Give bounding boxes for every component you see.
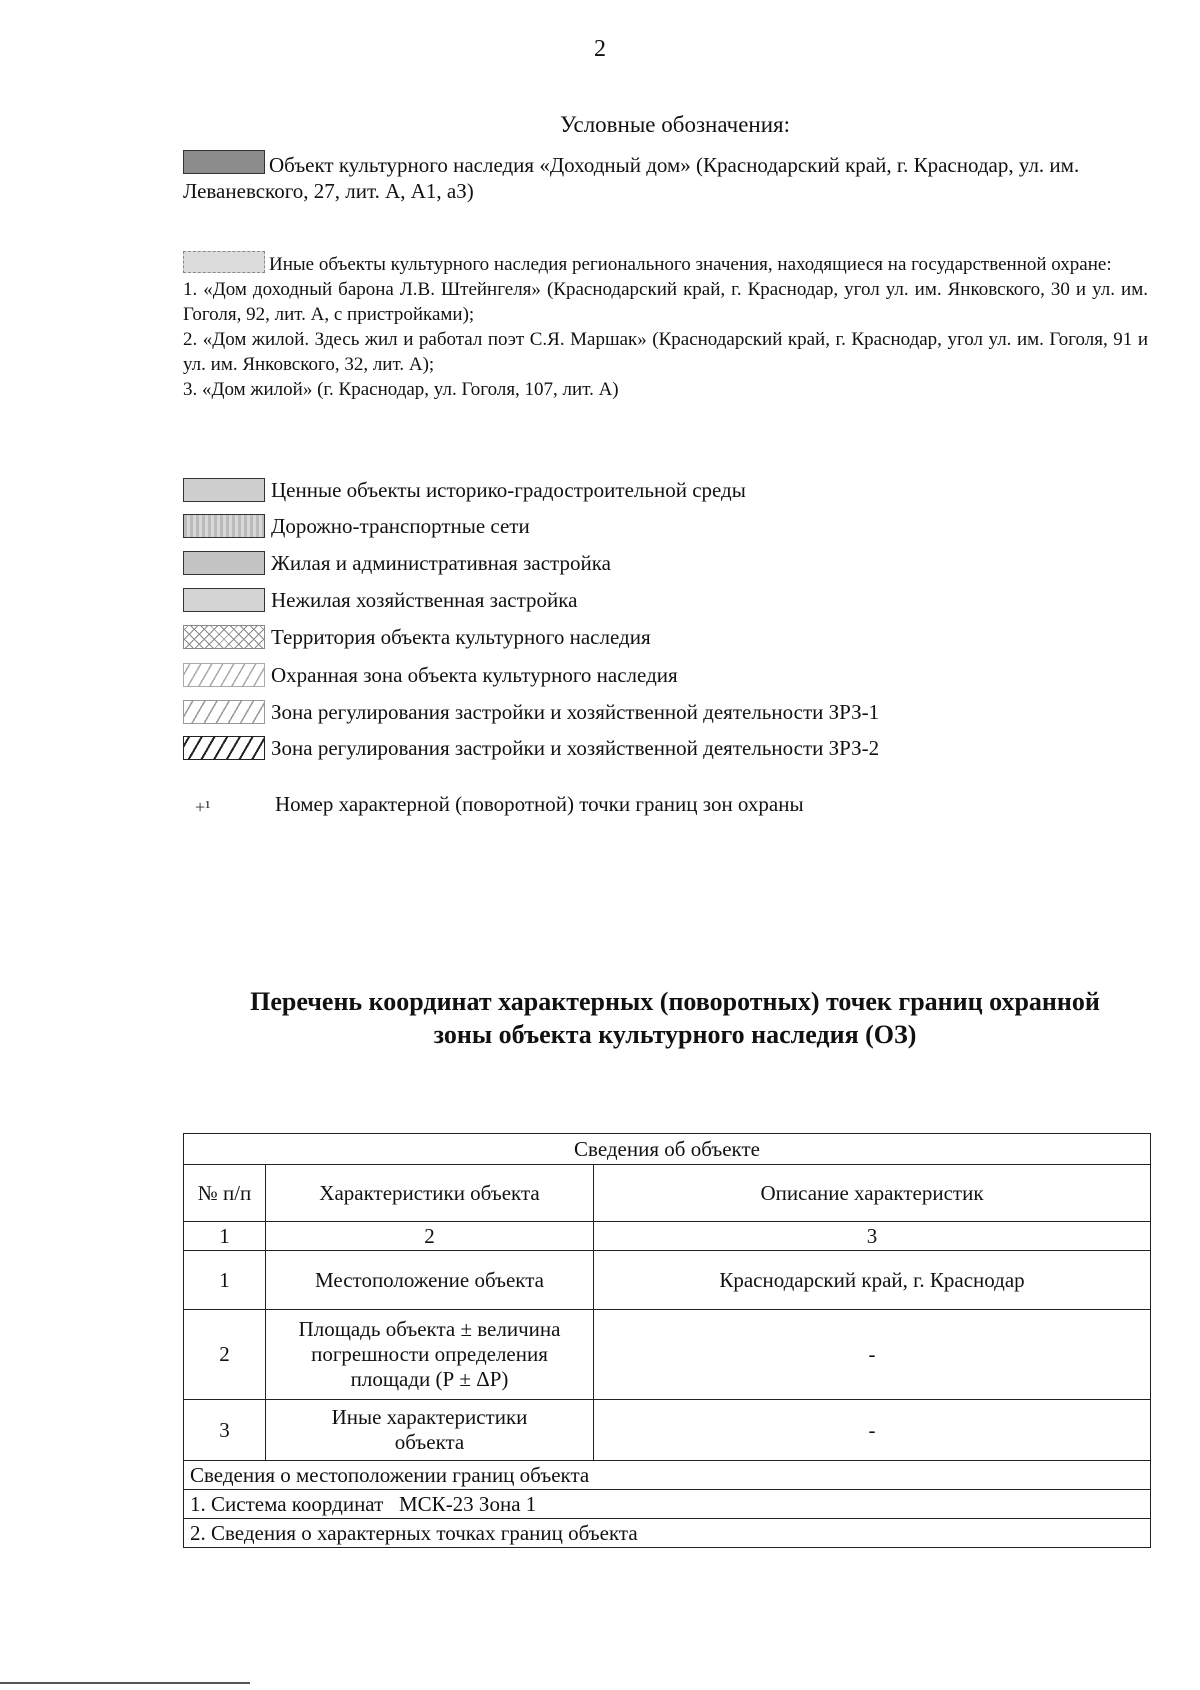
col-desc-header: Описание характеристик bbox=[594, 1165, 1151, 1222]
legend-item-zrz1 bbox=[183, 697, 879, 727]
points-header: 2. Сведения о характерных точках границ объекта bbox=[184, 1519, 1151, 1548]
culture-object-swatch bbox=[183, 150, 265, 174]
regional-intro: Иные объекты культурного наследия регионального значения, находящиеся на государственной охране: bbox=[269, 254, 1112, 275]
row-desc: - bbox=[594, 1310, 1151, 1400]
table-row bbox=[184, 1400, 1151, 1461]
zrz2-swatch bbox=[183, 736, 265, 760]
table-row bbox=[184, 1251, 1151, 1310]
road-network-swatch bbox=[183, 514, 265, 538]
row-char: Площадь объекта ± величина погрешности определения площади (Р ± ΔР) bbox=[266, 1310, 594, 1400]
table-header-row bbox=[184, 1134, 1151, 1165]
object-info-table bbox=[183, 1133, 1151, 1548]
table-column-headers bbox=[184, 1165, 1151, 1222]
legend-item-label: Территория объекта культурного наследия bbox=[271, 624, 651, 649]
territory-hatch-swatch bbox=[183, 625, 265, 649]
page-number: 2 bbox=[594, 36, 606, 62]
row-desc: - bbox=[594, 1400, 1151, 1461]
legend-item-label: Нежилая хозяйственная застройка bbox=[271, 587, 578, 612]
legend-item-label: Дорожно-транспортные сети bbox=[271, 513, 530, 538]
table-header: Сведения об объекте bbox=[184, 1134, 1151, 1165]
regional-object-swatch bbox=[183, 251, 265, 273]
section-title-line2: зоны объекта культурного наследия (ОЗ) bbox=[433, 1020, 917, 1049]
legend-item-territory bbox=[183, 622, 651, 652]
legend-title: Условные обозначения: bbox=[559, 112, 791, 137]
index-cell: 3 bbox=[594, 1222, 1151, 1251]
row-desc: Краснодарский край, г. Краснодар bbox=[594, 1251, 1151, 1310]
zrz1-swatch bbox=[183, 700, 265, 724]
row-num: 3 bbox=[184, 1400, 266, 1461]
residential-swatch bbox=[183, 551, 265, 575]
row-num: 1 bbox=[184, 1251, 266, 1310]
nonresidential-swatch bbox=[183, 588, 265, 612]
legend-item-label: Охранная зона объекта культурного наследия bbox=[271, 662, 678, 687]
location-header-row bbox=[184, 1461, 1151, 1490]
row-char: Местоположение объекта bbox=[266, 1251, 594, 1310]
protection-zone-swatch bbox=[183, 663, 265, 687]
table-index-row bbox=[184, 1222, 1151, 1251]
legend-item-roads bbox=[183, 511, 530, 541]
col-char-header: Характеристики объекта bbox=[266, 1165, 594, 1222]
legend-item-protection-zone bbox=[183, 660, 678, 690]
legend-item-zrz2 bbox=[183, 733, 879, 763]
index-cell: 2 bbox=[266, 1222, 594, 1251]
index-cell: 1 bbox=[184, 1222, 266, 1251]
legend-item-nonresidential bbox=[183, 585, 577, 615]
table-row bbox=[184, 1310, 1151, 1400]
regional-item-3: 3. «Дом жилой» (г. Краснодар, ул. Гоголя, 107, лит. А) bbox=[183, 379, 619, 400]
points-header-row bbox=[184, 1519, 1151, 1548]
row-char: Иные характеристики объекта bbox=[266, 1400, 594, 1461]
point-marker-icon: +¹ bbox=[195, 797, 211, 817]
point-marker-label: Номер характерной (поворотной) точки границ зон охраны bbox=[275, 792, 804, 816]
location-header: Сведения о местоположении границ объекта bbox=[184, 1461, 1151, 1490]
footer-rule bbox=[0, 1682, 250, 1684]
regional-item-2: 2. «Дом жилой. Здесь жил и работал поэт С.Я. Маршак» (Краснодарский край, г. Краснодар, угол ул. им. Гоголя, 91 и ул. им. Янковского, 32, лит. А); bbox=[183, 329, 1148, 375]
section-title bbox=[0, 985, 1200, 1051]
valuable-swatch bbox=[183, 478, 265, 502]
legend-culture-object-text: Объект культурного наследия «Доходный дом» (Краснодарский край, г. Краснодар, ул. им. Леваневского, 27, лит. А, А1, аЗ) bbox=[183, 153, 1080, 203]
legend-culture-object bbox=[183, 150, 1148, 204]
regional-objects-block bbox=[183, 251, 1148, 402]
legend-item-residential bbox=[183, 548, 611, 578]
section-title-line1: Перечень координат характерных (поворотных) точек границ охранной bbox=[250, 987, 1100, 1016]
col-num-header: № п/п bbox=[184, 1165, 266, 1222]
legend-item-label: Зона регулирования застройки и хозяйственной деятельности ЗРЗ-1 bbox=[271, 699, 880, 724]
regional-item-1: 1. «Дом доходный барона Л.В. Штейнгеля» (Краснодарский край, г. Краснодар, угол ул. им. Янковского, 30 и ул. им. Гоголя, 92, лит. А, с пристройками); bbox=[183, 279, 1148, 325]
legend-item-label: Жилая и административная застройка bbox=[271, 550, 611, 575]
row-num: 2 bbox=[184, 1310, 266, 1400]
coord-system: 1. Система координат МСК-23 Зона 1 bbox=[184, 1490, 1151, 1519]
legend-item-label: Зона регулирования застройки и хозяйственной деятельности ЗРЗ-2 bbox=[271, 735, 880, 760]
legend-item-valuable bbox=[183, 475, 746, 505]
coord-system-row bbox=[184, 1490, 1151, 1519]
legend-item-label: Ценные объекты историко-градостроительной среды bbox=[271, 477, 746, 502]
